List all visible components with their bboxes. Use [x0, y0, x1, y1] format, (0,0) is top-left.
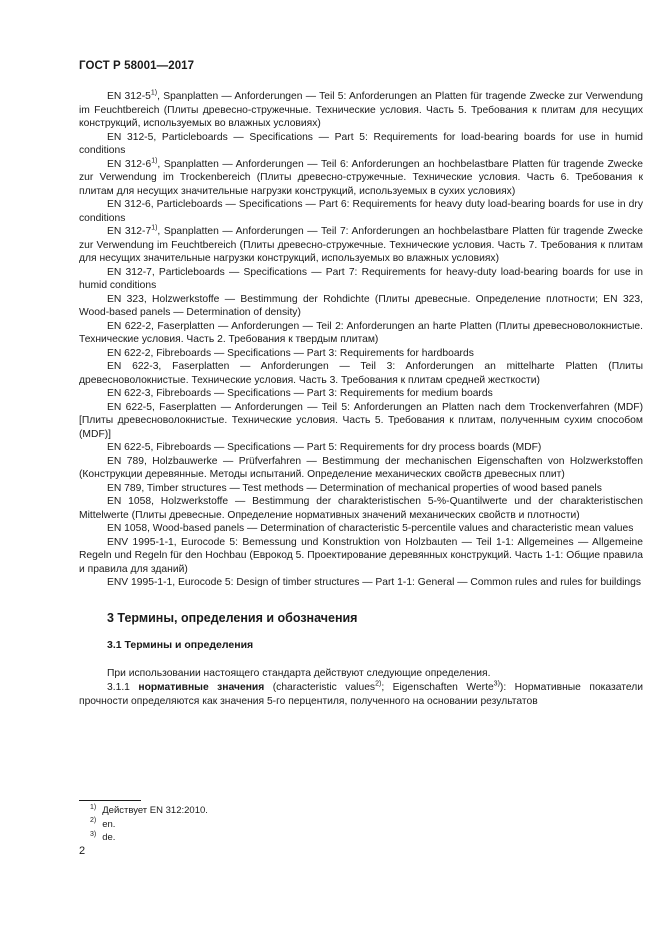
footnote-mark: 3): [90, 830, 97, 838]
document-header: ГОСТ Р 58001—2017: [79, 60, 195, 72]
subsection-heading: 3.1 Термины и определения: [107, 639, 254, 651]
reference-text: EN 622-5, Faserplatten — Anforderungen — Teil 5: Anforderungen an Platten nach dem Trockenverfahren (MDF) [Плиты древесноволокнистые. Технические условия. Часть 5. Требования к плитам, полученным сухим способом (MDF)]: [79, 401, 643, 440]
reference-entry: [79, 455, 643, 482]
reference-text: EN 622-2, Faserplatten — Anforderungen — Teil 2: Anforderungen an harte Platten (Плиты древесноволокнистые. Технические условия. Часть 2. Требования к твердым плитам): [79, 320, 643, 345]
reference-text: EN 323, Holzwerkstoffe — Bestimmung der Rohdichte (Плиты древесные. Определение плотности; EN 323, Wood-based panels — Determination of density): [79, 293, 643, 318]
footnote: [90, 804, 208, 818]
reference-text: EN 622-5, Fibreboards — Specifications — Part 5: Requirements for dry process boards (MDF): [107, 442, 542, 453]
reference-text: EN 312-7: [107, 226, 152, 237]
reference-text: EN 622-2, Fibreboards — Specifications — Part 3: Requirements for hardboards: [107, 347, 474, 359]
footnotes: [90, 804, 208, 845]
reference-text: ENV 1995-1-1, Eurocode 5: Design of timber structures — Part 1-1: General — Common rules and rules for buildings: [107, 577, 641, 588]
footnote-ref-1: 1): [150, 89, 158, 97]
reference-text-cont: , Spanplatten — Anforderungen — Teil 6: Anforderungen an hochbelastbare Platten für tragende Zwecke zur Verwendung im Trockenbereich (Плиты древесно-стружечные. Технические условия. Часть 6. Требования к плитам для несущих значительные нагрузки конструкций, используемых в сухих условиях): [79, 158, 643, 197]
reference-text: EN 789, Holzbauwerke — Prüfverfahren — Bestimmung der mechanischen Eigenschaften von Holzwerkstoffen (Конструкции деревянные. Методы испытаний. Определение механических свойств древесных плит): [79, 455, 643, 480]
reference-entry: [79, 225, 643, 266]
reference-entry: [79, 198, 643, 225]
footnote-text: de.: [102, 832, 116, 843]
reference-entry: [79, 387, 643, 401]
definition-paragraph: [79, 681, 643, 708]
footnote-divider: [79, 800, 141, 801]
normative-references-list: [79, 90, 643, 590]
reference-entry: [79, 576, 643, 590]
reference-text: EN 312-6, Particleboards — Specifications — Part 6: Requirements for heavy duty load-bearing boards for use in dry conditions: [79, 199, 643, 224]
page-content: [79, 90, 643, 708]
reference-text: EN 312-5: [107, 91, 151, 102]
definition-number: 3.1.1: [107, 682, 130, 693]
reference-entry: [79, 266, 643, 293]
reference-text: EN 622-3, Fibreboards — Specifications — Part 3: Requirements for medium boards: [107, 388, 493, 399]
reference-entry: [79, 293, 643, 320]
reference-entry: [79, 536, 643, 577]
reference-entry: [79, 360, 643, 387]
reference-text: EN 1058, Wood-based panels — Determination of characteristic 5-percentile values and characteristic mean values: [107, 523, 634, 534]
footnote-ref-2: 2): [375, 680, 382, 688]
reference-entry: [79, 441, 643, 455]
footnote-text: en.: [102, 818, 116, 830]
reference-text: EN 622-3, Faserplatten — Anforderungen — Teil 3: Anforderungen an mittelharte Platten (Плиты древесноволокнистые. Технические условия. Часть 3. Требования к плитам средней жесткости): [79, 361, 643, 386]
reference-text: EN 312-6: [107, 158, 152, 170]
reference-entry: [79, 522, 643, 536]
definition-term: нормативные значения: [138, 682, 265, 693]
reference-text: EN 312-7, Particleboards — Specifications — Part 7: Requirements for heavy-duty load-bearing boards for use in humid conditions: [79, 266, 643, 291]
footnote: [90, 831, 208, 845]
footnote-mark: 1): [90, 803, 97, 811]
reference-text: EN 1058, Holzwerkstoffe — Bestimmung der charakteristischen 5-%-Quantilwerte und der charakteristischen Mittelwerte (Плиты древесные. Определение нормативных значений механических свойств и плотности): [79, 496, 643, 521]
reference-entry: [79, 131, 643, 158]
reference-entry: [79, 401, 643, 442]
reference-entry: [79, 320, 643, 347]
footnote-mark: 2): [90, 817, 97, 825]
reference-entry: [79, 90, 643, 131]
definition-open: (characteristic values: [264, 682, 376, 693]
section-heading: 3 Термины, определения и обозначения: [107, 610, 358, 625]
footnote-ref-3: 3): [493, 680, 500, 688]
footnote-ref-1: 1): [151, 224, 158, 232]
reference-entry: [79, 482, 643, 496]
footnote-text: Действует EN 312:2010.: [102, 805, 208, 816]
reference-text-cont: , Spanplatten — Anforderungen — Teil 7: Anforderungen an hochbelastbare Platten für tragende Zwecke zur Verwendung im Feuchtbereich (Плиты древесно-стружечные. Технические условия. Часть 7. Требования к плитам для несущих значительные нагрузки конструкций, используемых во влажных условиях): [79, 226, 643, 264]
intro-paragraph: При использовании настоящего стандарта действуют следующие определения.: [107, 667, 491, 679]
reference-entry: [79, 158, 643, 199]
reference-text: EN 789, Timber structures — Test methods — Determination of mechanical properties of wood based panels: [107, 482, 602, 494]
definition-mid: ; Eigenschaften Werte: [381, 682, 494, 693]
page-number: 2: [79, 845, 86, 857]
reference-text: EN 312-5, Particleboards — Specifications — Part 5: Requirements for load-bearing boards for use in humid conditions: [79, 131, 643, 156]
reference-entry: [79, 347, 643, 361]
reference-text: ENV 1995-1-1, Eurocode 5: Bemessung und Konstruktion von Holzbauten — Teil 1-1: Allgemeines — Allgemeine Regeln und Regeln für den Hochbau (Еврокод 5. Проектирование деревянных конструкций. Часть 1-1: Общие правила и правила для зданий): [79, 536, 643, 575]
footnote-ref-1: 1): [151, 157, 158, 165]
footnote: [90, 818, 208, 832]
reference-text-cont: , Spanplatten — Anforderungen — Teil 5: Anforderungen an Platten für tragende Zwecke zur Verwendung im Feuchtbereich (Плиты древесно-стружечные. Технические условия. Часть 5. Требования к плитам для несущих конструкций, используемых во влажных условиях): [79, 91, 643, 129]
definition-text: ): Нормативные показатели прочности определяются как значения 5-го перцентиля, полученного на основании результатов: [79, 682, 643, 707]
reference-entry: [79, 495, 643, 522]
